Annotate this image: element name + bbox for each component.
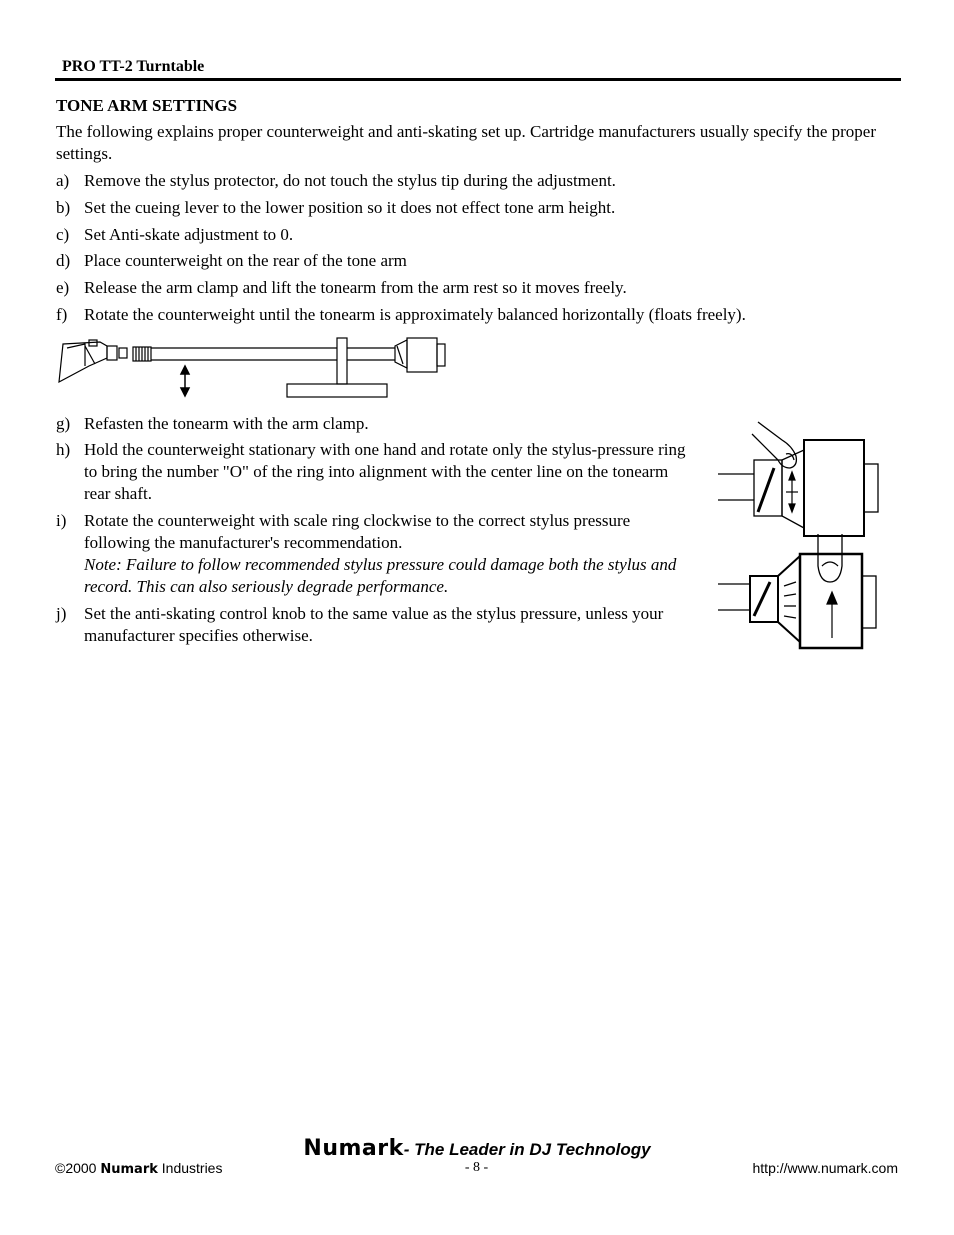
company-suffix: Industries: [161, 1160, 223, 1176]
page-number: - 8 -: [464, 1160, 489, 1175]
step-text-block: [84, 510, 694, 598]
tonearm-balance-illustration: [55, 336, 455, 398]
step-letter: a): [56, 171, 70, 190]
header-divider: [55, 78, 901, 81]
step-letter: b): [56, 198, 71, 217]
step-text: Remove the stylus protector, do not touch the stylus tip during the adjustment.: [84, 171, 616, 190]
step-text: Place counterweight on the rear of the tone arm: [84, 251, 407, 270]
section-title: TONE ARM SETTINGS: [56, 96, 238, 115]
footer-url[interactable]: http://www.numark.com: [752, 1160, 898, 1176]
step-letter: f): [56, 305, 68, 324]
copyright-year: ©2000: [55, 1160, 97, 1176]
footer-row: [55, 1160, 898, 1180]
step-letter: h): [56, 440, 71, 459]
intro-paragraph: The following explains proper counterweight and anti-skating set up. Cartridge manufacturers usually specify the proper settings.: [56, 122, 877, 163]
warning-note: Note: Failure to follow recommended stylus pressure could damage both the stylus and record. This can also seriously degrade performance.: [84, 555, 677, 596]
step-text: Set the cueing lever to the lower position so it does not effect tone arm height.: [84, 198, 616, 217]
footer-tagline: - The Leader in DJ Technology: [403, 1140, 651, 1159]
step-letter: i): [56, 511, 67, 530]
footer-tagline-line: [0, 1136, 954, 1161]
step-letter: g): [56, 414, 71, 433]
step-text: Hold the counterweight stationary with one hand and rotate only the stylus-pressure ring to bring the number "O" of the ring into alignment with the center line on the tonearm rear shaft.: [84, 440, 686, 503]
step-text: Release the arm clamp and lift the tonearm from the arm rest so it moves freely.: [84, 278, 627, 297]
counterweight-adjustment-illustration: [712, 416, 888, 652]
step-letter: e): [56, 278, 70, 297]
step-letter: d): [56, 251, 71, 270]
step-text: Rotate the counterweight until the tonearm is approximately balanced horizontally (floats freely).: [84, 305, 746, 324]
step-text: Set Anti-skate adjustment to 0.: [84, 225, 294, 244]
numark-logo-small: Numark: [100, 1162, 158, 1177]
step-letter: j): [56, 604, 67, 623]
step-text: Refasten the tonearm with the arm clamp.: [84, 414, 369, 433]
numark-logo: Numark: [303, 1136, 404, 1161]
step-letter: c): [56, 225, 70, 244]
step-text: Rotate the counterweight with scale ring clockwise to the correct stylus pressure following the manufacturer's recommendation.: [84, 511, 631, 552]
page-header-title: PRO TT-2 Turntable: [62, 58, 205, 75]
step-text: Set the anti-skating control knob to the same value as the stylus pressure, unless your manufacturer specifies otherwise.: [84, 604, 664, 645]
